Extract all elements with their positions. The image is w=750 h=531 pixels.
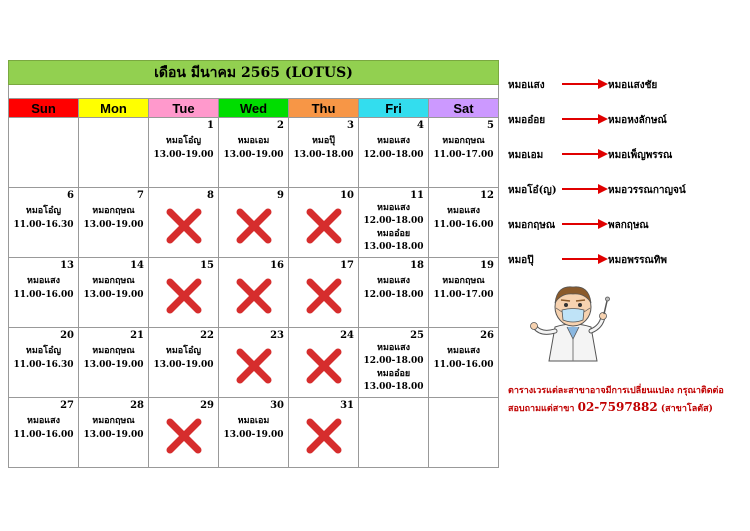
day-cell-7 bbox=[79, 188, 149, 258]
closed-x-icon bbox=[165, 277, 203, 315]
weekday-header-sat: Sat bbox=[429, 99, 499, 118]
notice-branch: (สาขาโลตัส) bbox=[660, 404, 713, 414]
calendar-week-row bbox=[9, 328, 499, 398]
calendar-week-row bbox=[9, 258, 499, 328]
weekday-header-fri: Fri bbox=[359, 99, 429, 118]
day-cell-26 bbox=[429, 328, 499, 398]
legend-short-name: หมอเอม bbox=[508, 150, 544, 161]
day-number: 30 bbox=[270, 400, 284, 411]
doctor-name: หมอโอ๋ญ bbox=[25, 346, 62, 356]
day-number: 24 bbox=[340, 330, 354, 341]
day-cell-11 bbox=[359, 188, 429, 258]
day-cell-5 bbox=[429, 118, 499, 188]
day-cell-22 bbox=[149, 328, 219, 398]
day-number: 2 bbox=[277, 120, 284, 131]
doctor-name: หมอกฤษณ bbox=[442, 136, 485, 146]
legend-full-name: หมอหงลักษณ์ bbox=[608, 115, 667, 126]
doctor-name: หมอปุ๊ bbox=[312, 136, 335, 146]
day-cell-18 bbox=[359, 258, 429, 328]
notice-line-2 bbox=[508, 400, 713, 415]
doctor-name: หมอแสง bbox=[27, 416, 60, 426]
day-number: 5 bbox=[487, 120, 494, 131]
shift-time: 13.00-18.00 bbox=[363, 382, 424, 392]
day-cell-13 bbox=[9, 258, 79, 328]
notice-line-1: ตารางเวรแต่ละสาขาอาจมีการเปลี่ยนแปลง กรุณาติดต่อ bbox=[508, 386, 724, 396]
empty-day-cell bbox=[79, 118, 149, 188]
day-cell-10 bbox=[289, 188, 359, 258]
legend-full-name: หมอแสงชัย bbox=[608, 80, 658, 91]
day-cell-9 bbox=[219, 188, 289, 258]
shift-time: 13.00-19.00 bbox=[223, 150, 284, 160]
closed-x-icon bbox=[165, 417, 203, 455]
day-number: 23 bbox=[270, 330, 284, 341]
arrow-right-icon bbox=[560, 217, 610, 231]
day-cell-20 bbox=[9, 328, 79, 398]
day-number: 10 bbox=[340, 190, 354, 201]
arrow-right-icon bbox=[560, 252, 610, 266]
day-number: 26 bbox=[480, 330, 494, 341]
day-cell-8 bbox=[149, 188, 219, 258]
day-cell-30 bbox=[219, 398, 289, 468]
doctor-name: หมอเอม bbox=[237, 416, 270, 426]
day-cell-21 bbox=[79, 328, 149, 398]
empty-day-cell bbox=[429, 398, 499, 468]
shift-time: 11.00-16.00 bbox=[13, 430, 74, 440]
day-number: 20 bbox=[60, 330, 74, 341]
shift-time: 12.00-18.00 bbox=[363, 150, 424, 160]
calendar-week-row bbox=[9, 118, 499, 188]
legend-short-name: หมอโอ๋(ญ) bbox=[508, 185, 557, 196]
day-cell-14 bbox=[79, 258, 149, 328]
day-cell-28 bbox=[79, 398, 149, 468]
doctor-name: หมอกฤษณ bbox=[92, 276, 135, 286]
doctor-name: หมออ๋อย bbox=[376, 369, 411, 379]
shift-time: 13.00-19.00 bbox=[83, 360, 144, 370]
shift-time: 11.00-16.00 bbox=[433, 220, 494, 230]
day-number: 11 bbox=[410, 190, 424, 201]
weekday-header-tue: Tue bbox=[149, 99, 219, 118]
arrow-right-icon bbox=[560, 112, 610, 126]
doctor-name: หมอแสง bbox=[377, 203, 410, 213]
arrow-right-icon bbox=[560, 77, 610, 91]
day-number: 25 bbox=[410, 330, 424, 341]
shift-time: 12.00-18.00 bbox=[363, 356, 424, 366]
legend-full-name: พลกฤษณ bbox=[608, 220, 649, 231]
day-number: 14 bbox=[130, 260, 144, 271]
calendar-body bbox=[9, 118, 499, 468]
closed-x-icon bbox=[305, 207, 343, 245]
notice-phone: 02-7597882 bbox=[577, 400, 658, 414]
legend-full-name: หมอเพ็ญพรรณ bbox=[608, 150, 673, 161]
day-number: 9 bbox=[277, 190, 284, 201]
day-number: 29 bbox=[200, 400, 214, 411]
shift-time: 12.00-18.00 bbox=[363, 216, 424, 226]
day-cell-31 bbox=[289, 398, 359, 468]
arrow-right-icon bbox=[560, 182, 610, 196]
legend-short-name: หมอปุ๊ bbox=[508, 255, 534, 266]
closed-x-icon bbox=[305, 417, 343, 455]
shift-time: 13.00-19.00 bbox=[83, 430, 144, 440]
day-number: 8 bbox=[207, 190, 214, 201]
day-number: 3 bbox=[347, 120, 354, 131]
doctor-name: หมอแสง bbox=[377, 136, 410, 146]
doctor-name: หมอกฤษณ bbox=[442, 276, 485, 286]
doctor-name: หมอโอ๋ญ bbox=[25, 206, 62, 216]
day-cell-1 bbox=[149, 118, 219, 188]
shift-time: 11.00-16.30 bbox=[13, 360, 74, 370]
shift-time: 13.00-19.00 bbox=[153, 360, 214, 370]
day-number: 31 bbox=[340, 400, 354, 411]
day-cell-15 bbox=[149, 258, 219, 328]
calendar-title: เดือน มีนาคม 2565 (LOTUS) bbox=[8, 60, 499, 85]
shift-time: 13.00-18.00 bbox=[363, 242, 424, 252]
closed-x-icon bbox=[235, 347, 273, 385]
day-cell-16 bbox=[219, 258, 289, 328]
day-number: 6 bbox=[67, 190, 74, 201]
day-cell-3 bbox=[289, 118, 359, 188]
shift-time: 13.00-19.00 bbox=[83, 220, 144, 230]
weekday-header-wed: Wed bbox=[219, 99, 289, 118]
doctor-name: หมอแสง bbox=[447, 346, 480, 356]
shift-time: 11.00-16.00 bbox=[13, 290, 74, 300]
closed-x-icon bbox=[165, 207, 203, 245]
weekday-header-row bbox=[9, 99, 499, 118]
day-number: 27 bbox=[60, 400, 74, 411]
doctor-name: หมอแสง bbox=[377, 343, 410, 353]
day-number: 13 bbox=[60, 260, 74, 271]
day-number: 15 bbox=[200, 260, 214, 271]
day-cell-2 bbox=[219, 118, 289, 188]
shift-time: 11.00-17.00 bbox=[433, 290, 494, 300]
legend-short-name: หมออ๋อย bbox=[508, 115, 546, 126]
calendar-week-row bbox=[9, 398, 499, 468]
empty-day-cell bbox=[9, 118, 79, 188]
day-number: 12 bbox=[480, 190, 494, 201]
doctor-name: หมอแสง bbox=[377, 276, 410, 286]
day-number: 17 bbox=[340, 260, 354, 271]
shift-time: 12.00-18.00 bbox=[363, 290, 424, 300]
day-number: 4 bbox=[417, 120, 424, 131]
shift-time: 13.00-19.00 bbox=[83, 290, 144, 300]
closed-x-icon bbox=[235, 277, 273, 315]
day-number: 18 bbox=[410, 260, 424, 271]
day-number: 16 bbox=[270, 260, 284, 271]
arrow-right-icon bbox=[560, 147, 610, 161]
day-cell-4 bbox=[359, 118, 429, 188]
doctor-name: หมอโอ๋ญ bbox=[165, 346, 202, 356]
calendar-table bbox=[8, 98, 499, 468]
shift-time: 13.00-19.00 bbox=[223, 430, 284, 440]
legend-full-name: หมอวรรณกาญจน์ bbox=[608, 185, 686, 196]
doctor-name: หมอแสง bbox=[27, 276, 60, 286]
doctor-name: หมอแสง bbox=[447, 206, 480, 216]
day-number: 28 bbox=[130, 400, 144, 411]
day-cell-29 bbox=[149, 398, 219, 468]
doctor-name: หมออ๋อย bbox=[376, 229, 411, 239]
legend-short-name: หมอแสง bbox=[508, 80, 545, 91]
calendar-week-row bbox=[9, 188, 499, 258]
weekday-header-thu: Thu bbox=[289, 99, 359, 118]
doctor-name: หมอโอ๋ญ bbox=[165, 136, 202, 146]
shift-time: 11.00-16.30 bbox=[13, 220, 74, 230]
day-cell-6 bbox=[9, 188, 79, 258]
doctor-name: หมอกฤษณ bbox=[92, 346, 135, 356]
day-cell-27 bbox=[9, 398, 79, 468]
closed-x-icon bbox=[235, 207, 273, 245]
day-cell-23 bbox=[219, 328, 289, 398]
day-cell-24 bbox=[289, 328, 359, 398]
shift-time: 13.00-19.00 bbox=[153, 150, 214, 160]
day-cell-19 bbox=[429, 258, 499, 328]
doctor-name: หมอกฤษณ bbox=[92, 206, 135, 216]
day-number: 22 bbox=[200, 330, 214, 341]
closed-x-icon bbox=[305, 277, 343, 315]
legend-full-name: หมอพรรณทิพ bbox=[608, 255, 667, 266]
doctor-name: หมอกฤษณ bbox=[92, 416, 135, 426]
empty-day-cell bbox=[359, 398, 429, 468]
day-cell-17 bbox=[289, 258, 359, 328]
weekday-header-mon: Mon bbox=[79, 99, 149, 118]
doctor-illustration bbox=[527, 283, 619, 363]
doctor-name: หมอเอม bbox=[237, 136, 270, 146]
day-number: 7 bbox=[137, 190, 144, 201]
day-cell-25 bbox=[359, 328, 429, 398]
shift-time: 11.00-17.00 bbox=[433, 150, 494, 160]
shift-time: 13.00-18.00 bbox=[293, 150, 354, 160]
day-number: 19 bbox=[480, 260, 494, 271]
day-cell-12 bbox=[429, 188, 499, 258]
day-number: 1 bbox=[207, 120, 214, 131]
legend-short-name: หมอกฤษณ bbox=[508, 220, 556, 231]
day-number: 21 bbox=[130, 330, 144, 341]
shift-time: 11.00-16.00 bbox=[433, 360, 494, 370]
spacer-row bbox=[8, 85, 499, 98]
closed-x-icon bbox=[305, 347, 343, 385]
weekday-header-sun: Sun bbox=[9, 99, 79, 118]
notice-prefix: สอบถามแต่สาขา bbox=[508, 404, 575, 414]
